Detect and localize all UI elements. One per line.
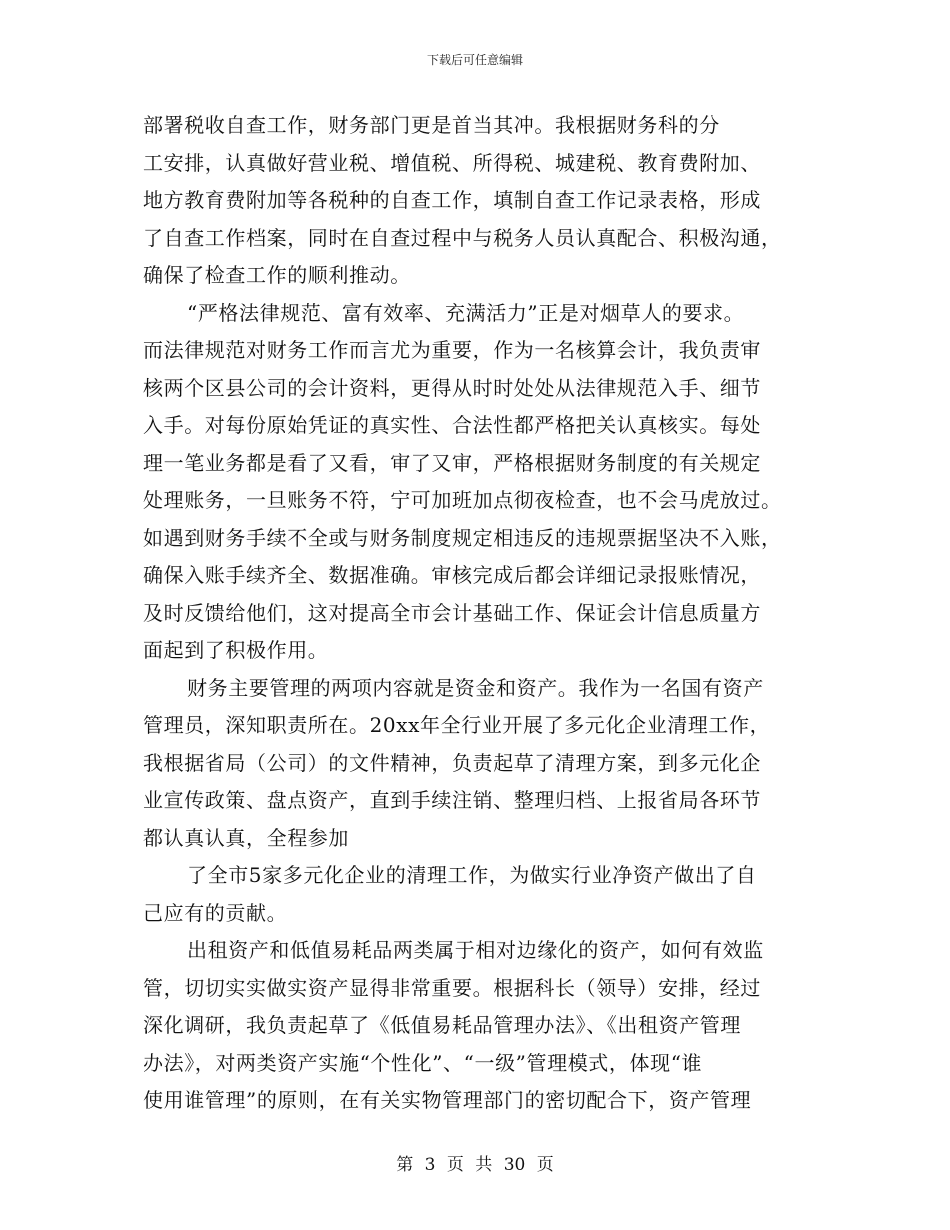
- text-line: 地方教育费附加等各税种的自查工作，填制自查工作记录表格，形成: [143, 188, 761, 212]
- text-line: 及时反馈给他们，这对提高全市会计基础工作、保证会计信息质量方: [143, 600, 761, 625]
- text-line: 业宣传政策、盘点资产，直到手续注销、整理归档、上报省局各环节: [143, 788, 761, 812]
- text-line: 都认真认真，全程参加: [143, 825, 349, 850]
- text-line: 财务主要管理的两项内容就是资金和资产。我作为一名国有资产: [187, 675, 764, 700]
- text-line: 了全市5家多元化企业的清理工作，为做实行业净资产做出了自: [187, 863, 757, 887]
- text-line: 使用谁管理”的原则，在有关实物管理部门的密切配合下，资产管理: [143, 1088, 752, 1112]
- text-line: 核两个区县公司的会计资料，更得从时时处处从法律规范入手、细节: [143, 375, 761, 400]
- document-body: [143, 107, 808, 1120]
- text-line: 入手。对每份原始凭证的真实性、合法性都严格把关认真核实。每处: [143, 413, 761, 437]
- text-line: 确保了检查工作的顺利推动。: [143, 263, 411, 287]
- text-line: 理一笔业务都是看了又看，审了又审，严格根据财务制度的有关规定: [143, 450, 761, 475]
- text-line: 工安排，认真做好营业税、增值税、所得税、城建税、教育费附加、: [143, 150, 761, 175]
- text-line: 部署税收自查工作，财务部门更是首当其冲。我根据财务科的分: [143, 113, 720, 137]
- text-line: 处理账务，一旦账务不符，宁可加班加点彻夜检查，也不会马虎放过。: [143, 488, 782, 512]
- text-line: 而法律规范对财务工作而言尤为重要，作为一名核算会计，我负责审: [143, 338, 761, 362]
- text-line: 管，切切实实做实资产显得非常重要。根据科长（领导）安排，经过: [143, 975, 761, 1000]
- text-line: 出租资产和低值易耗品两类属于相对边缘化的资产，如何有效监: [187, 938, 764, 962]
- text-line: 了自查工作档案，同时在自查过程中与税务人员认真配合、积极沟通，: [143, 225, 782, 250]
- text-line: 面起到了积极作用。: [143, 638, 329, 662]
- page-header-note: 下载后可任意编辑: [426, 53, 523, 67]
- text-line: 管理员，深知职责所在。20xx年全行业开展了多元化企业清理工作，: [143, 713, 771, 737]
- page-number-footer: 第 3 页 共 30 页: [396, 1155, 554, 1175]
- text-line: 深化调研，我负责起草了《低值易耗品管理办法》、《出租资产管理: [143, 1013, 741, 1037]
- text-line: 如遇到财务手续不全或与财务制度规定相违反的违规票据坚决不入账，: [143, 525, 782, 550]
- text-line: “严格法律规范、富有效率、充满活力”正是对烟草人的要求。: [187, 300, 745, 325]
- text-line: 办法》，对两类资产实施“个性化”、“一级”管理模式，体现“谁: [143, 1050, 703, 1075]
- text-line: 己应有的贡献。: [143, 900, 288, 925]
- text-line: 我根据省局（公司）的文件精神，负责起草了清理方案，到多元化企: [143, 750, 761, 775]
- text-line: 确保入账手续齐全、数据准确。审核完成后都会详细记录报账情况，: [143, 563, 761, 587]
